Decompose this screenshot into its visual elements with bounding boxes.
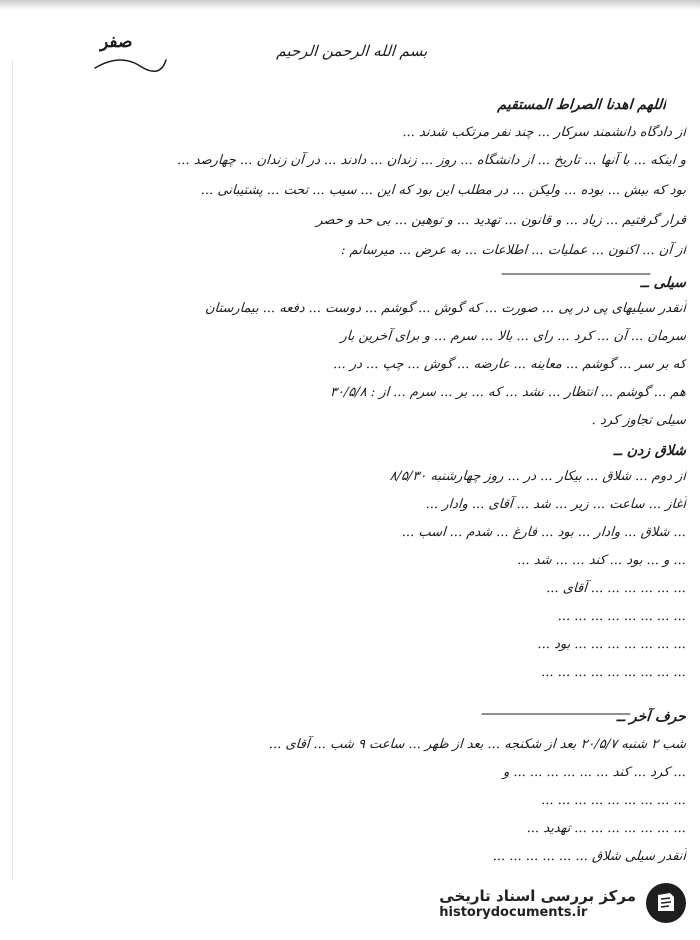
text-line: ... و ... بود ... کند ... ... شد ... [516, 553, 687, 568]
text-line: ... ... ... ... ... ... ... ... ... [540, 793, 687, 808]
text-line: سرمان ... آن ... کرد ... رای ... بالا ... سرم ... و برای آخرین بار [340, 329, 687, 344]
text-line: از دوم ... شلاق ... بیکار ... در ... روز چهارشنبه ۸/۵/۳۰ [389, 469, 687, 484]
margin-note: صفر [100, 32, 133, 52]
text-line: ... ... ... ... ... ... ... تهدید ... [526, 821, 687, 836]
section-heading-slap: سیلی ــ [640, 275, 687, 291]
text-line: ... ... ... ... ... ... ... ... [557, 609, 687, 624]
text-line: آنقدر سیلیهای پی در پی ... صورت ... که گوش ... گوشم ... دوست ... دفعه ... بیمارستان [204, 301, 687, 316]
section-heading-whipping: شلاق زدن ــ [613, 443, 687, 459]
text-line: شب ۲ شنبه ۲۰/۵/۷ بعد از شکنجه ... بعد از ظهر ... ساعت ۹ شب ... آقای ... [268, 737, 687, 752]
text-line: ... ... ... ... ... ... ... ... ... [540, 665, 687, 680]
text-line: ... ... ... ... ... ... ... بود ... [537, 637, 687, 652]
section-heading-last-word: حرف آخر ــ [616, 709, 687, 725]
page-margin-line [12, 60, 13, 880]
margin-note-flourish [90, 48, 170, 78]
text-line: از دادگاه دانشمند سرکار ... چند نفر مرتکب شدند ... [402, 125, 687, 140]
watermark-organization-name: مرکز بررسی اسناد تاریخی [439, 886, 636, 905]
text-line: که بر سر ... گوشم ... معاینه ... عارضه ... گوش ... چپ ... در ... [332, 357, 687, 372]
text-line: بود که بیش ... بوده ... ولیکن ... در مطلب این بود که این ... سیب ... تحت ... پشتیبانی ... [200, 183, 687, 198]
text-line: آنقدر سیلی شلاق ... ... ... ... ... ... [492, 849, 687, 864]
archive-watermark [378, 872, 688, 934]
scan-top-edge [0, 0, 700, 10]
text-line: از آن ... اکنون ... عملیات ... اطلاعات ... به عرض ... میرسانم : [340, 243, 687, 258]
text-line: و اینکه ... با آنها ... تاریخ ... از دانشگاه ... روز ... زندان ... دادند ... در آن زندان ... چهارصد ... [176, 153, 687, 168]
text-line: سیلی تجاوز کرد . [591, 413, 687, 428]
text-line: هم ... گوشم ... انتظار ... نشد ... که ... بر ... سرم ... از : ۳۰/۵/۸ [329, 385, 687, 400]
heading-underline [500, 268, 660, 280]
text-line: ... شلاق ... وادار ... بود ... فارغ ... شدم ... اسب ... [401, 525, 687, 540]
archive-document-logo-icon [644, 881, 688, 925]
text-line: ... ... ... ... ... ... آقای ... [545, 581, 687, 596]
text-line: اللهم اهدنا الصراط المستقیم [497, 97, 667, 113]
text-line: آغاز ... ساعت ... زیر ... شد ... آقای ... وادار ... [425, 497, 687, 512]
heading-underline [480, 708, 640, 720]
handwritten-letter [18, 28, 686, 878]
bismillah-line: بسم الله الرحمن الرحیم [275, 42, 429, 60]
watermark-url: historydocuments.ir [439, 904, 588, 920]
text-line: قرار گرفتیم ... زیاد ... و قانون ... تهدید ... و توهین ... بی حد و حصر [315, 213, 687, 228]
text-line: ... کرد ... کند ... ... ... ... ... ... و [502, 765, 687, 780]
